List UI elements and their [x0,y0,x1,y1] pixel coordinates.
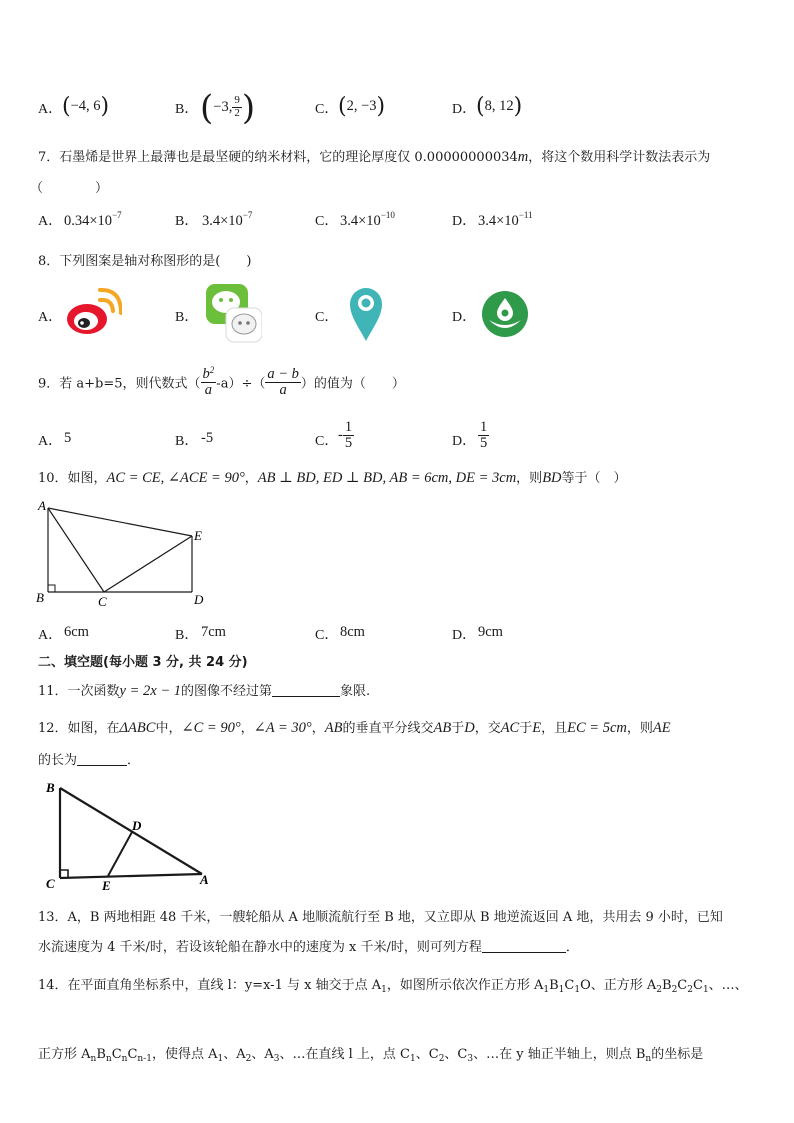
q11-answer-blank[interactable] [272,696,340,697]
q12-label-b: B [46,780,55,795]
q9-text-2: -a）÷（ [216,376,266,392]
q9-options [38,420,758,460]
q10-label-c: C [98,594,107,609]
q7-stem [38,146,710,166]
q6-option-d-value: (8, 12) [476,94,523,119]
q7-answer-paren: （ ） [30,181,109,196]
q10-label-e: E [194,528,202,543]
q7-option-c-label[interactable]: C． [315,214,339,229]
q6-option-c-value: (2, −3) [338,94,386,119]
q7-option-b-label[interactable]: B． [175,214,199,229]
q13-stem-line2: 水流速度为 4 千米/时，若设该轮船在静水中的速度为 x 千米/时，则可列方程 ． [38,940,579,955]
q9-option-b-value: -5 [201,430,214,446]
q10-option-d-value: 9cm [478,624,503,640]
q10-option-b-label[interactable]: B． [175,628,199,643]
q7-option-b-value: $3.4\times 10^{-7}$ [202,210,253,229]
q10-option-c-value: 8cm [340,624,365,640]
q10-option-b-value: 7cm [201,624,226,640]
q7-text: 7．石墨烯是世界上最薄也是最坚硬的纳米材料，它的理论厚度仅 0.00000000034 [38,150,518,165]
q10-figure [34,496,214,612]
q8-options [38,284,758,344]
wechat-logo-icon [206,284,262,344]
q7-option-d-label[interactable]: D． [452,214,477,229]
q10-label-d: D [194,592,204,607]
q9-option-d-value: $\frac{1}{5}$ [480,419,488,452]
q14-stem-line2: 正方形 $A_nB_nC_nC_{n-1}$，使得点 $A_1$、$A_2$、$A_3$、…在直线 l 上，点 $C_1$、$C_2$、$C_3$、…在 y 轴正半轴上，则点 $B_n$的坐标是 [38,1047,704,1064]
q6-option-a-value: (−4, 6) [62,94,110,119]
q10-condition-2: AB ⊥ BD, ED ⊥ BD, AB = 6cm, DE = 3cm [257,470,517,486]
q9-option-d-label[interactable]: D． [452,434,477,449]
section-title: 二、填空题(每小题 3 分, 共 24 分) [38,655,248,670]
location-pin-icon [348,286,384,342]
q8-option-b-label[interactable]: B． [175,310,199,325]
q12-stem: 12．如图，在ΔABC中，∠C = 90°，∠A = 30°，AB的垂直平分线交AB于D，交AC于E，且EC = 5cm，则AE [38,720,671,736]
q12-label-a: A [200,872,209,887]
q9-option-c-value: - $\frac{1}{5}$ [338,419,353,452]
q10-label-a: A [38,498,46,513]
q10-option-a-value: 6cm [64,624,89,640]
q10-condition-1: AC = CE, ∠ACE = 90° [106,470,245,486]
q6-option-a-label[interactable]: A． [38,102,63,117]
q12-label-d: D [132,818,142,833]
q10-option-c-label[interactable]: C． [315,628,339,643]
q8-option-c-label[interactable]: C． [315,310,339,325]
q10-text: 10．如图， [38,471,107,486]
q13-stem: 13．A，B 两地相距 48 千米，一艘轮船从 A 地顺流航行至 B 地，又立即从 B 地逆流返回 A 地，共用去 9 小时，已知 [38,910,723,925]
q9-fraction-2: $\frac{a - b}{a}$ [267,365,299,398]
q13-answer-blank[interactable] [482,952,566,953]
q10-label-b: B [36,590,44,605]
q9-stem [38,366,405,410]
q6-option-d-label[interactable]: D． [452,102,477,117]
q6-option-b-value: (−3, $\frac{9}{2}$ ) [200,88,256,128]
q12-label-e: E [102,878,111,893]
q12-answer-blank[interactable] [77,765,127,766]
q11-function: y = 2x − 1 [119,683,181,699]
q9-text-3: ）的值为（ ） [300,376,405,392]
water-drop-logo-icon [481,290,529,338]
q9-fraction-1: $\frac{b^2}{a}$ [202,365,215,399]
q9-option-a-label[interactable]: A． [38,434,63,449]
q12-label-c: C [46,876,55,891]
q6-option-b-label[interactable]: B． [175,102,199,117]
q8-option-d-label[interactable]: D． [452,310,477,325]
weibo-logo-icon [64,286,122,340]
q6-option-c-label[interactable]: C． [315,102,339,117]
q7-option-a-value: $0.34\times 10^{-7}$ [64,210,122,229]
q9-option-c-label[interactable]: C． [315,434,339,449]
q8-option-a-label[interactable]: A． [38,310,63,325]
q8-stem: 8．下列图案是轴对称图形的是( ) [38,254,252,269]
q6-options [38,88,758,128]
q12-stem-line2: 的长为 ． [38,753,141,768]
q9-option-b-label[interactable]: B． [175,434,199,449]
q10-stem: 10．如图，AC = CE, ∠ACE = 90°，AB ⊥ BD, ED ⊥ BD, AB = 6cm, DE = 3cm，则BD等于（ ） [38,470,627,486]
q7-option-c-value: $3.4\times 10^{-10}$ [340,210,395,229]
q14-stem: 14．在平面直角坐标系中，直线 l：y=x-1 与 x 轴交于点 $A_1$，如图所示依次作正方形 $A_1B_1C_1O$、正方形 $A_2B_2C_2C_1$、…、 [38,978,748,995]
q7-unit: m [517,149,529,165]
q10-option-a-label[interactable]: A． [38,628,63,643]
q7-option-d-value: $3.4\times 10^{-11}$ [478,210,533,229]
q10-bd: BD [542,470,562,486]
q10-options [38,624,758,644]
q7-text-2: ，将这个数用科学计数法表示为 [528,150,711,165]
q10-option-d-label[interactable]: D． [452,628,477,643]
q7-option-a-label[interactable]: A． [38,214,63,229]
q12-figure [40,776,220,894]
q9-option-a-value: 5 [64,430,72,446]
q7-options [38,210,758,234]
q9-text: 9．若 a+b=5，则代数式（ [38,376,201,392]
q11-stem: 11．一次函数y = 2x − 1的图像不经过第 象限. [38,683,371,699]
